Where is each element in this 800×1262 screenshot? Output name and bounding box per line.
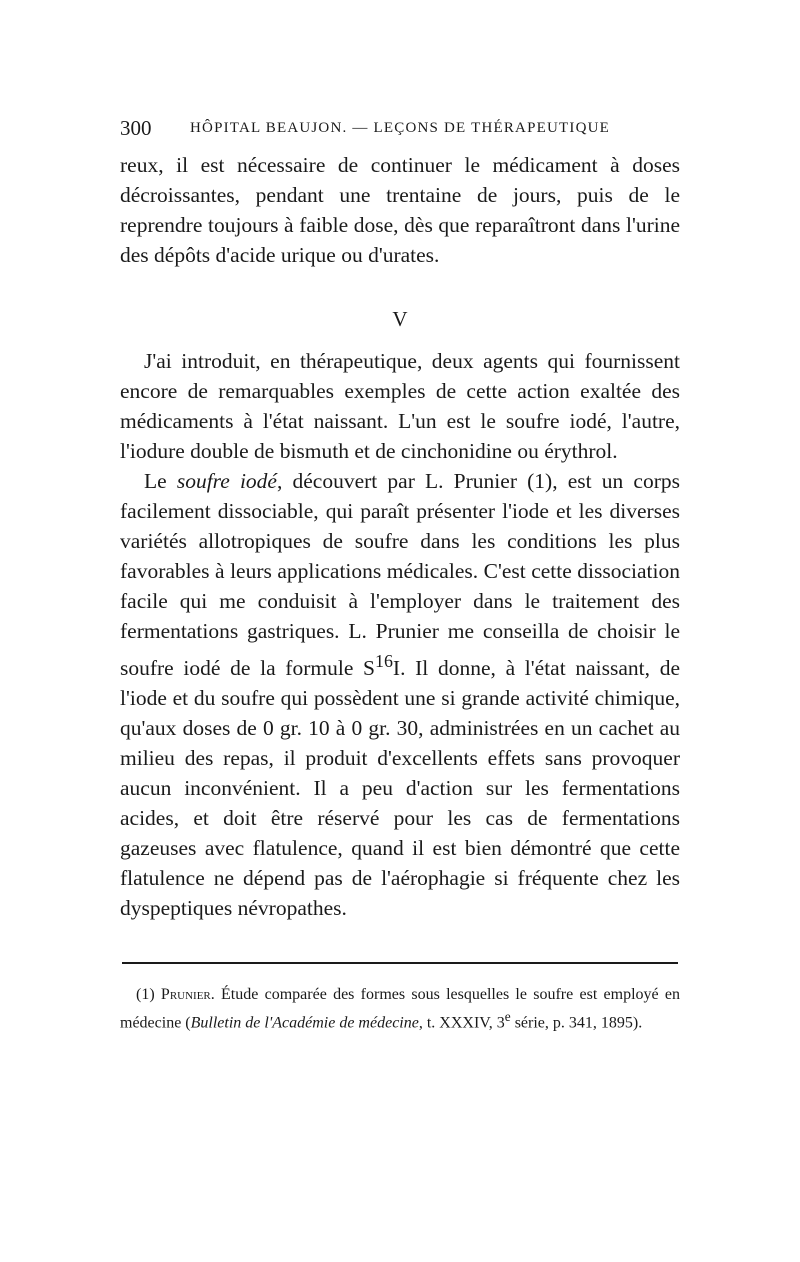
italic-term: soufre iodé [176,469,277,493]
footnote-author: Prunier [160,986,211,1003]
continuation-paragraph: reux, il est nécessaire de continuer le médicament à doses décroissantes, pendant une trentaine de jours, puis de le reprendre toujours à faible dose, dès que reparaîtront dans l'urine des dépôts d'acide urique ou d'urates. [120,153,680,267]
main-text-block [120,346,680,923]
paragraph-after-formula: I. Il donne, à l'état naissant, de l'iode et du soufre qui possèdent une si grande activité chimique, qu'aux doses de 0 gr. 10 à 0 gr. 30, administrées en un cachet au milieu des repas, il produit d'excellents effets sans provoquer aucun inconvénient. Il a peu d'action sur les fermentations acides, et doit être réservé pour les cas de fermentations gazeuses avec flatulence, quand il est bien démontré que cette flatulence ne dépend pas de l'aérophagie si fréquente chez les dyspeptiques névropathes. [120,656,680,921]
paragraph-lead: Le [144,469,177,493]
paragraph-soufre-iode [120,466,680,923]
footnote-text-b: , t. XXXIV, 3 [418,1014,505,1032]
footnote-text-c: série, p. 341, 1895). [510,1014,643,1032]
footnote-series-superscript: e [504,1009,511,1024]
continuation-paragraph-block [120,150,680,270]
footnote-journal: Bulletin de l'Académie de médecine [190,1014,419,1032]
footnote-text [120,984,680,1034]
paragraph-after-term: , découvert par L. Prunier (1), est un corps facilement dissociable, qui paraît présenter l'iode et les diverses variétés allotropiques de soufre dans les conditions les plus favorables à leurs applications médicales. C'est cette dissociation facile qui me conduisit à l'employer dans le traitement des fermentations gastriques. L. Prunier me conseilla de choisir le soufre iodé de la formule S [120,469,680,681]
paragraph-agents: J'ai introduit, en thérapeutique, deux agents qui fournissent encore de remarquables exemples de cette action exaltée des médicaments à l'état naissant. L'un est le soufre iodé, l'autre, l'iodure double de bismuth et de cinchonidine ou érythrol. [120,349,680,463]
footnote-marker: (1) [136,986,161,1003]
footnote-divider [122,962,678,964]
footnote-text-a: . Étude comparée des formes sous lesquelles le soufre est employé en médecine ( [120,986,680,1032]
running-title: HÔPITAL BEAUJON. — LEÇONS DE THÉRAPEUTIQUE [190,120,611,136]
running-head [120,116,680,140]
formula-superscript: 16 [375,651,393,671]
page-number: 300 [120,116,152,140]
footnote [120,984,680,1034]
section-numeral: V [392,307,408,331]
